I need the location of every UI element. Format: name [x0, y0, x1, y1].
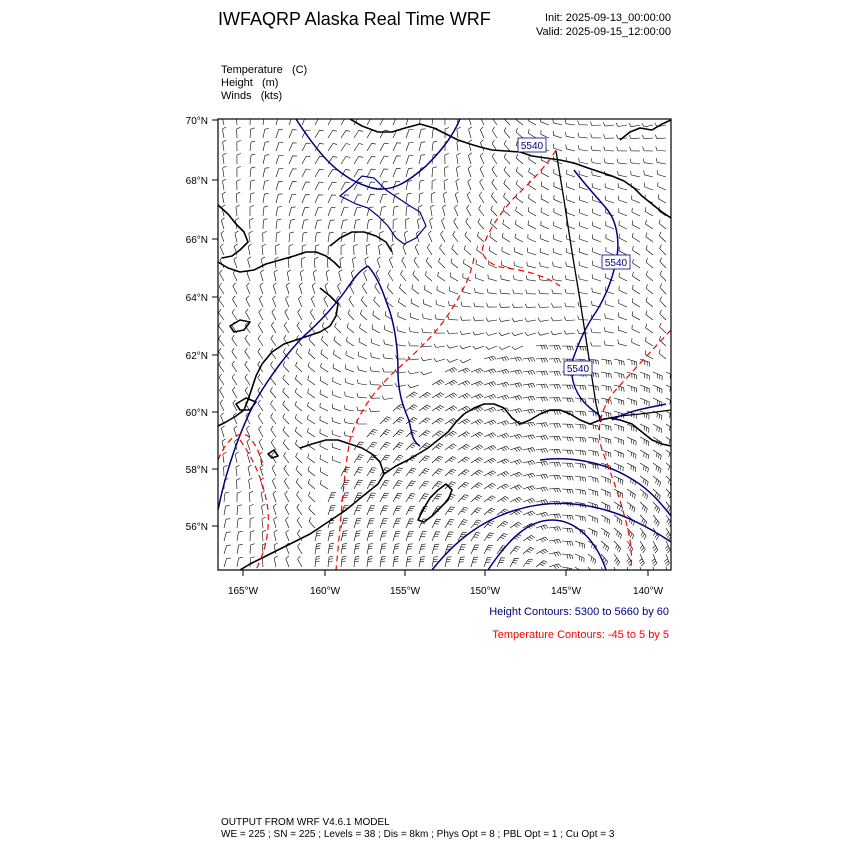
- lon-tick: [633, 570, 664, 597]
- lat-label: 64°N: [185, 293, 208, 304]
- temp-contour-west: [240, 440, 268, 570]
- lon-label: 155°W: [389, 586, 421, 597]
- field-name: Height: [221, 77, 253, 89]
- temp-contour-north: [482, 150, 560, 286]
- contour-labels: [518, 138, 630, 375]
- model-info-line1: OUTPUT FROM WRF V4.6.1 MODEL: [221, 817, 390, 828]
- northwest-coast: [218, 205, 248, 258]
- lon-label: 150°W: [469, 586, 501, 597]
- field-name: Temperature: [221, 64, 283, 76]
- seward-peninsula: [218, 252, 340, 272]
- temperature-contour-legend: Temperature Contours: -45 to 5 by 5: [492, 629, 669, 641]
- chart-title: IWFAQRP Alaska Real Time WRF: [218, 9, 491, 29]
- lat-tick: [186, 176, 218, 187]
- yukon-delta: [218, 364, 262, 426]
- lon-tick: [551, 570, 582, 597]
- contour-label: 5540: [520, 141, 544, 152]
- lat-label: 58°N: [185, 465, 208, 476]
- lat-tick: [186, 235, 218, 246]
- valid-time: Valid: 2025-09-15_12:00:00: [536, 26, 671, 38]
- lon-label: 145°W: [550, 586, 582, 597]
- height-contour-legend: Height Contours: 5300 to 5660 by 60: [489, 606, 669, 618]
- lat-label: 70°N: [185, 116, 208, 127]
- lon-label: 140°W: [632, 586, 664, 597]
- lat-label: 56°N: [185, 522, 208, 533]
- kodiak-island: [418, 484, 452, 522]
- model-info-line2: WE = 225 ; SN = 225 ; Levels = 38 ; Dis = 8km ; Phys Opt = 8 ; PBL Opt = 1 ; Cu Opt = 3: [221, 829, 615, 840]
- field-unit: (C): [291, 64, 308, 76]
- lat-tick: [186, 116, 218, 127]
- lat-label: 68°N: [185, 176, 208, 187]
- alaska-peninsula: [384, 404, 504, 474]
- lat-tick: [186, 522, 218, 533]
- field-unit: (m): [261, 77, 279, 89]
- height-contour-north-blob: [340, 176, 426, 244]
- contour-label: 5540: [566, 364, 590, 375]
- longitude-axis: [228, 570, 664, 597]
- lat-label: 66°N: [185, 235, 208, 246]
- lat-tick: [186, 408, 218, 419]
- field-name: Winds: [221, 90, 252, 102]
- brooks-coast: [620, 120, 671, 140]
- height-contour-5540-east: [572, 170, 618, 422]
- contour-label: 5540: [604, 258, 628, 269]
- wind-barb-field: [219, 114, 676, 579]
- lat-tick: [186, 465, 218, 476]
- lon-tick: [470, 570, 501, 597]
- lat-tick: [186, 351, 218, 362]
- lat-tick: [186, 293, 218, 304]
- height-contour-5540-west: [218, 266, 368, 510]
- lon-tick: [228, 570, 259, 597]
- kotzebue-coast: [330, 232, 392, 252]
- temp-contour-east: [599, 330, 671, 570]
- lon-label: 165°W: [227, 586, 259, 597]
- wind-barbs: [219, 114, 676, 579]
- lat-label: 60°N: [185, 408, 208, 419]
- temperature-contours: [218, 150, 671, 570]
- init-time: Init: 2025-09-13_00:00:00: [545, 12, 671, 24]
- lon-tick: [310, 570, 341, 597]
- st-lawrence-island: [230, 320, 250, 332]
- lon-tick: [390, 570, 421, 597]
- lon-label: 160°W: [309, 586, 341, 597]
- field-unit: (kts): [260, 90, 283, 102]
- height-contour-5480: [432, 503, 671, 570]
- lat-label: 62°N: [185, 351, 208, 362]
- pribilof-island: [268, 450, 278, 458]
- norton-sound: [262, 288, 338, 364]
- canada-border: [556, 151, 600, 420]
- latitude-axis: [186, 116, 218, 533]
